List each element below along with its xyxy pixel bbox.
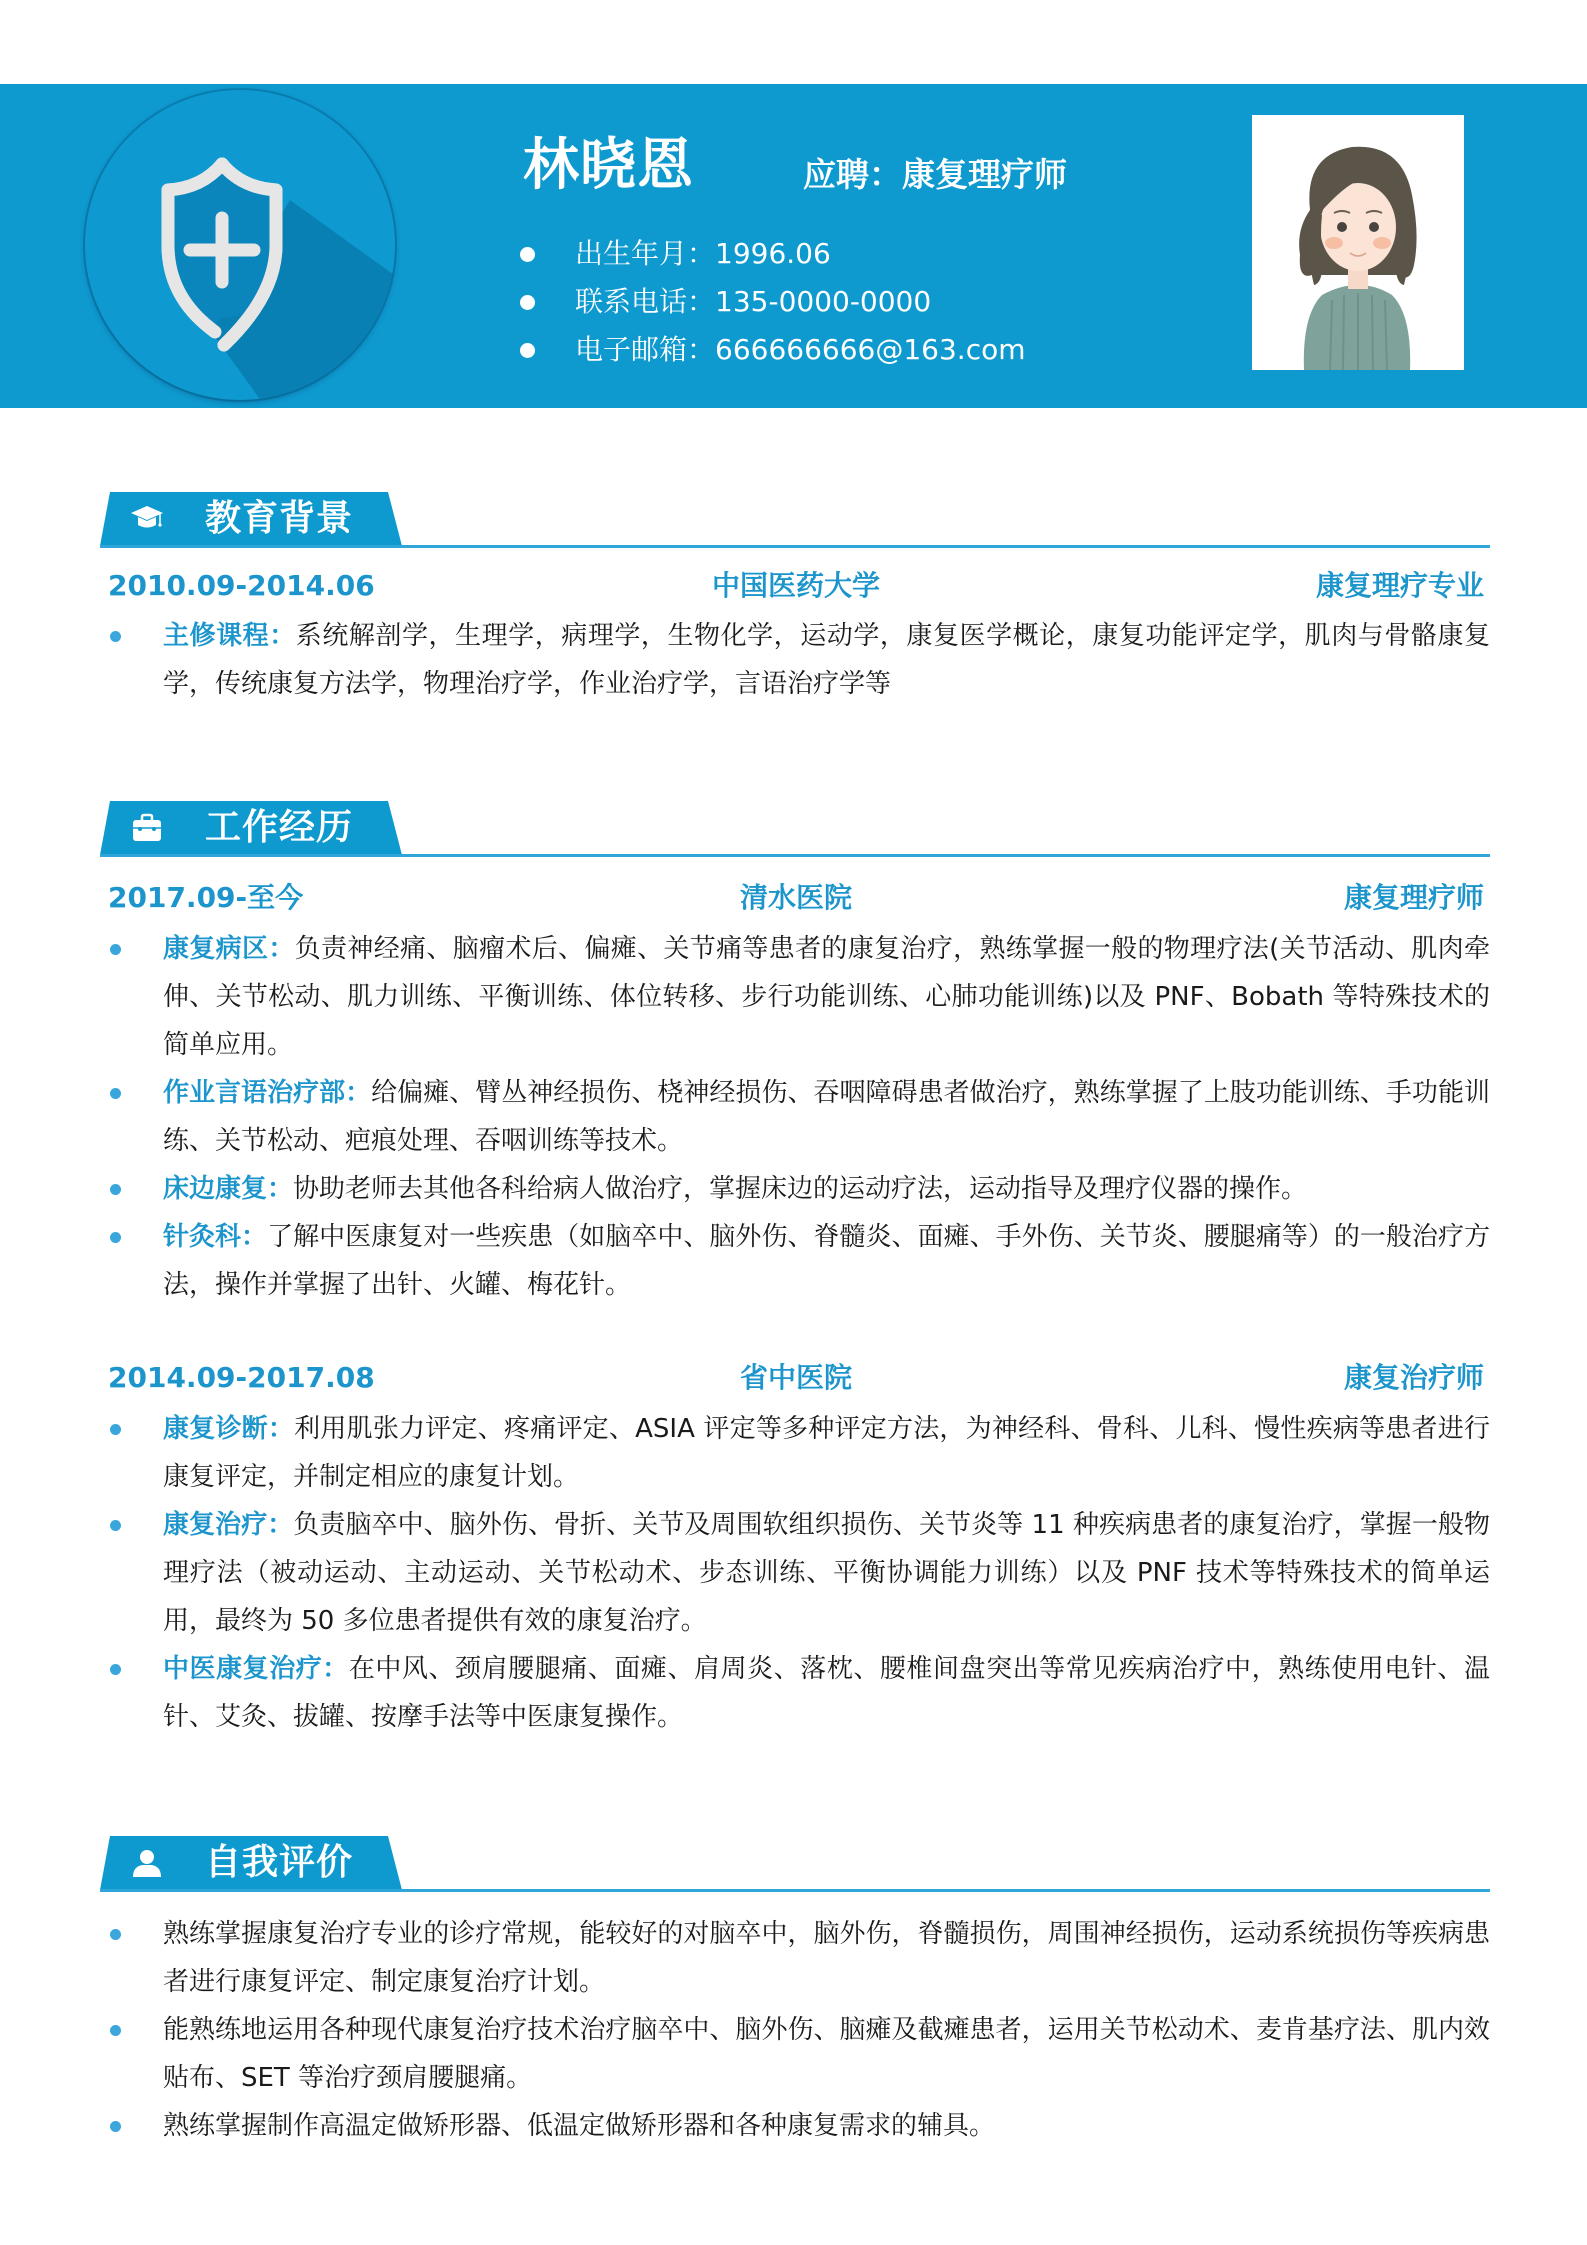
list-item: [108, 1405, 1490, 1501]
item-text: 能熟练地运用各种现代康复治疗技术治疗脑卒中、脑外伤、脑瘫及截瘫患者，运用关节松动术、麦肯基疗法、肌内效贴布、SET 等治疗颈肩腰腿痛。: [163, 2015, 1490, 2093]
section-header-work: [100, 801, 1490, 857]
education-details: [108, 612, 1490, 708]
item-label: 康复病区：: [163, 934, 295, 964]
contact-birth: [520, 230, 1026, 278]
contact-list: [520, 230, 1026, 374]
list-item: [108, 612, 1490, 708]
bullet-icon: [110, 1929, 121, 1940]
section-title: 教育背景: [205, 498, 354, 539]
item-text: 负责脑卒中、脑外伤、骨折、关节及周围软组织损伤、关节炎等 11 种疾病患者的康复治疗，掌握一般物理疗法（被动运动、主动运动、关节松动术、步态训练、平衡协调能力训练）以及 PNF 技术等特殊技术的简单运用，最终为 50 多位患者提供有效的康复治疗。: [163, 1510, 1490, 1636]
item-label: 中医康复治疗：: [163, 1654, 349, 1684]
item-label: 床边康复：: [163, 1174, 294, 1204]
work-details: [108, 925, 1490, 1309]
item-text: 了解中医康复对一些疾患（如脑卒中、脑外伤、脊髓炎、面瘫、手外伤、关节炎、腰腿痛等）的一般治疗方法，操作并掌握了出针、火罐、梅花针。: [163, 1222, 1490, 1300]
item-text: 协助老师去其他各科给病人做治疗，掌握床边的运动疗法，运动指导及理疗仪器的操作。: [293, 1174, 1308, 1204]
user-icon: [130, 1848, 164, 1878]
entry-organization: 省中医院: [739, 1361, 852, 1394]
item-text: 在中风、颈肩腰腿痛、面瘫、肩周炎、落枕、腰椎间盘突出等常见疾病治疗中，熟练使用电针、温针、艾灸、拔罐、按摩手法等中医康复操作。: [163, 1654, 1490, 1732]
bullet-icon: [110, 1232, 121, 1243]
section-title: 工作经历: [205, 807, 354, 848]
contact-value: 135-0000-0000: [715, 285, 932, 318]
item-text: 系统解剖学，生理学，病理学，生物化学，运动学，康复医学概论，康复功能评定学，肌肉与骨骼康复学，传统康复方法学，物理治疗学，作业治疗学，言语治疗学等: [163, 621, 1490, 699]
list-item: [108, 1645, 1490, 1741]
entry-date: 2014.09-2017.08: [108, 1361, 375, 1394]
bullet-icon: [110, 1184, 121, 1195]
education-entry-header: [108, 566, 1484, 606]
bullet-icon: [520, 343, 535, 358]
bullet-icon: [520, 295, 535, 310]
item-text: 利用肌张力评定、疼痛评定、ASIA 评定等多种评定方法，为神经科、骨科、儿科、慢性疾病等患者进行康复评定，并制定相应的康复计划。: [163, 1414, 1490, 1492]
item-text: 熟练掌握康复治疗专业的诊疗常规，能较好的对脑卒中，脑外伤，脊髓损伤，周围神经损伤，运动系统损伤等疾病患者进行康复评定、制定康复治疗计划。: [163, 1919, 1490, 1997]
item-text: 熟练掌握制作高温定做矫形器、低温定做矫形器和各种康复需求的辅具。: [163, 2111, 996, 2141]
bullet-icon: [110, 2025, 121, 2036]
avatar: [1252, 115, 1464, 370]
list-item: [108, 2102, 1490, 2150]
entry-organization: 清水医院: [739, 881, 852, 914]
section-title: 自我评价: [205, 1842, 354, 1883]
contact-label: 联系电话：: [575, 285, 716, 318]
list-item: [108, 1069, 1490, 1165]
logo-badge: [85, 90, 395, 400]
applied-position: 应聘：康复理疗师: [803, 155, 1067, 194]
bullet-icon: [110, 1664, 121, 1675]
item-label: 主修课程：: [163, 621, 296, 651]
entry-date: 2017.09-至今: [108, 881, 304, 914]
item-label: 作业言语治疗部：: [163, 1078, 372, 1108]
entry-role: 康复理疗师: [1343, 881, 1484, 914]
section-header-education: [100, 492, 1490, 548]
contact-phone: [520, 278, 1026, 326]
entry-role: 康复理疗专业: [1315, 569, 1484, 602]
list-item: [108, 1910, 1490, 2006]
work-entry-header: [108, 1358, 1484, 1398]
entry-organization: 中国医药大学: [711, 569, 880, 602]
item-text: 负责神经痛、脑瘤术后、偏瘫、关节痛等患者的康复治疗，熟练掌握一般的物理疗法(关节活动、肌肉牵伸、关节松动、肌力训练、平衡训练、体位转移、步行功能训练、心肺功能训练)以及 PNF、Bobath 等特殊技术的简单应用。: [163, 934, 1490, 1060]
briefcase-icon: [130, 813, 164, 843]
list-item: [108, 925, 1490, 1069]
bullet-icon: [110, 1424, 121, 1435]
candidate-name: 林晓恩: [523, 133, 694, 198]
list-item: [108, 2006, 1490, 2102]
contact-value: 666666666@163.com: [715, 333, 1026, 366]
self-evaluation-list: [108, 1910, 1490, 2150]
item-label: 康复诊断：: [163, 1414, 295, 1444]
contact-label: 出生年月：: [575, 237, 716, 270]
section-header-self-evaluation: [100, 1836, 1490, 1892]
work-details: [108, 1405, 1490, 1741]
shield-plus-icon: [85, 90, 395, 400]
list-item: [108, 1501, 1490, 1645]
bullet-icon: [520, 247, 535, 262]
work-entry-header: [108, 878, 1484, 918]
list-item: [108, 1213, 1490, 1309]
contact-value: 1996.06: [715, 237, 831, 270]
bullet-icon: [110, 2121, 121, 2132]
entry-date: 2010.09-2014.06: [108, 569, 375, 602]
bullet-icon: [110, 1088, 121, 1099]
item-text: 给偏瘫、臂丛神经损伤、桡神经损伤、吞咽障碍患者做治疗，熟练掌握了上肢功能训练、手功能训练、关节松动、疤痕处理、吞咽训练等技术。: [163, 1078, 1490, 1156]
entry-role: 康复治疗师: [1343, 1361, 1484, 1394]
contact-label: 电子邮箱：: [575, 333, 716, 366]
item-label: 针灸科：: [163, 1222, 268, 1252]
item-label: 康复治疗：: [163, 1510, 294, 1540]
bullet-icon: [110, 631, 121, 642]
avatar-illustration-icon: [1252, 115, 1464, 370]
bullet-icon: [110, 1520, 121, 1531]
contact-email: [520, 326, 1026, 374]
bullet-icon: [110, 944, 121, 955]
graduation-cap-icon: [130, 504, 164, 534]
list-item: [108, 1165, 1490, 1213]
